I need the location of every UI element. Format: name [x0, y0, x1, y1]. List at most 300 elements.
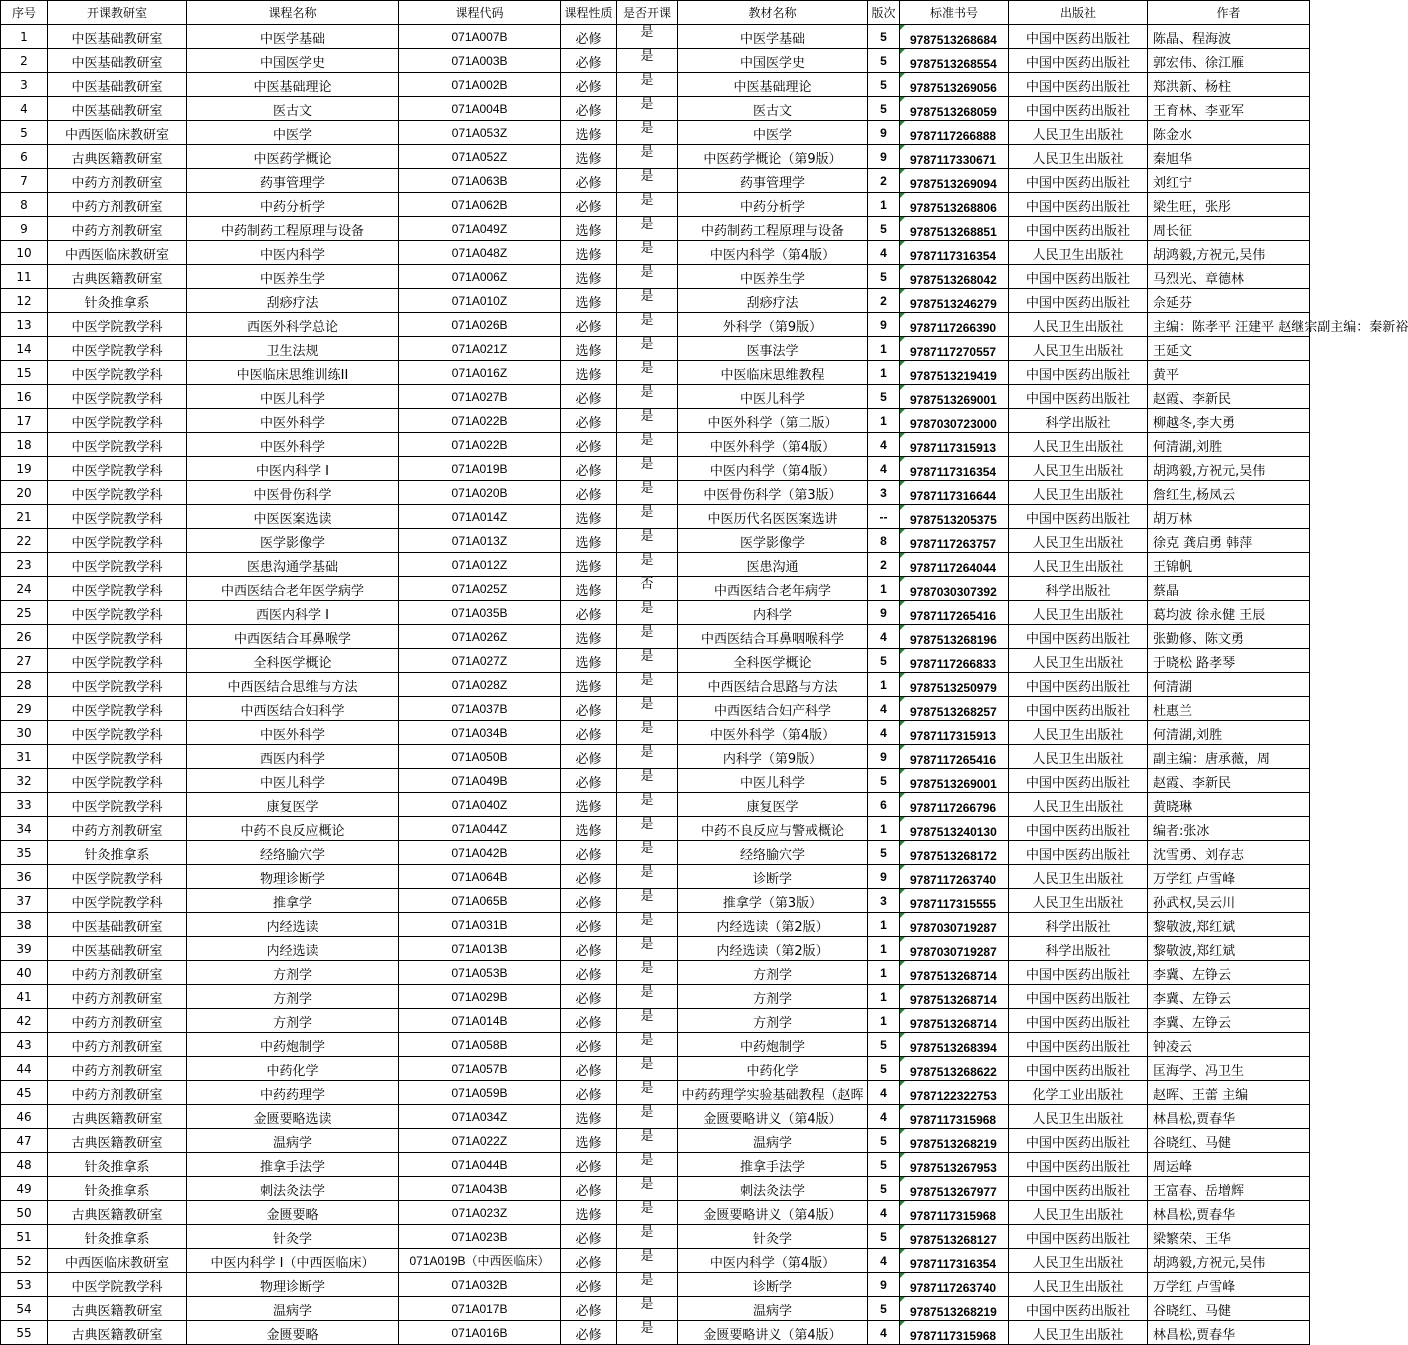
offered-cell[interactable]: 是: [617, 97, 678, 121]
textbook-name-cell[interactable]: 中医内科学（第4版）: [678, 241, 868, 265]
course-name-cell[interactable]: 金匮要略选读: [187, 1105, 399, 1129]
offered-cell[interactable]: 是: [617, 625, 678, 649]
course-code-cell[interactable]: 071A016Z: [399, 361, 561, 385]
isbn-cell[interactable]: 9787117266888: [900, 121, 1009, 145]
textbook-name-cell[interactable]: 中西医结合老年病学: [678, 577, 868, 601]
author-cell[interactable]: 胡鸿毅,方祝元,吴伟: [1148, 241, 1310, 265]
textbook-name-cell[interactable]: 温病学: [678, 1297, 868, 1321]
row-number-cell[interactable]: 12: [1, 289, 48, 313]
course-type-cell[interactable]: 选修: [561, 289, 617, 313]
course-code-cell[interactable]: 071A002B: [399, 73, 561, 97]
course-type-cell[interactable]: 必修: [561, 25, 617, 49]
offered-cell[interactable]: 否: [617, 577, 678, 601]
course-name-cell[interactable]: 金匮要略: [187, 1201, 399, 1225]
row-number-cell[interactable]: 34: [1, 817, 48, 841]
course-type-cell[interactable]: 选修: [561, 241, 617, 265]
author-cell[interactable]: 何清湖,刘胜: [1148, 433, 1310, 457]
department-cell[interactable]: 中医学院教学科: [48, 409, 187, 433]
publisher-cell[interactable]: 人民卫生出版社: [1009, 889, 1148, 913]
department-cell[interactable]: 针灸推拿系: [48, 1225, 187, 1249]
course-name-cell[interactable]: 中药不良反应概论: [187, 817, 399, 841]
textbook-name-cell[interactable]: 推拿学（第3版）: [678, 889, 868, 913]
author-cell[interactable]: 李冀、左铮云: [1148, 1009, 1310, 1033]
course-name-cell[interactable]: 内经选读: [187, 937, 399, 961]
edition-cell[interactable]: 3: [868, 889, 900, 913]
edition-cell[interactable]: 5: [868, 25, 900, 49]
isbn-cell[interactable]: 9787513269001: [900, 769, 1009, 793]
course-code-cell[interactable]: 071A057B: [399, 1057, 561, 1081]
course-name-cell[interactable]: 中药炮制学: [187, 1033, 399, 1057]
edition-cell[interactable]: 1: [868, 817, 900, 841]
textbook-name-cell[interactable]: 药事管理学: [678, 169, 868, 193]
edition-cell[interactable]: 4: [868, 1321, 900, 1345]
row-number-cell[interactable]: 2: [1, 49, 48, 73]
course-type-cell[interactable]: 必修: [561, 97, 617, 121]
isbn-cell[interactable]: 9787513268172: [900, 841, 1009, 865]
publisher-cell[interactable]: 中国中医药出版社: [1009, 49, 1148, 73]
isbn-cell[interactable]: 9787513269056: [900, 73, 1009, 97]
publisher-cell[interactable]: 人民卫生出版社: [1009, 1273, 1148, 1297]
course-name-cell[interactable]: 中医养生学: [187, 265, 399, 289]
textbook-name-cell[interactable]: 刮痧疗法: [678, 289, 868, 313]
row-number-cell[interactable]: 31: [1, 745, 48, 769]
course-type-cell[interactable]: 必修: [561, 745, 617, 769]
isbn-cell[interactable]: 9787117315968: [900, 1105, 1009, 1129]
row-number-cell[interactable]: 39: [1, 937, 48, 961]
course-name-cell[interactable]: 方剂学: [187, 1009, 399, 1033]
isbn-cell[interactable]: 9787513205375: [900, 505, 1009, 529]
edition-cell[interactable]: 5: [868, 1177, 900, 1201]
course-name-cell[interactable]: 中药分析学: [187, 193, 399, 217]
isbn-cell[interactable]: 9787513268257: [900, 697, 1009, 721]
row-number-cell[interactable]: 48: [1, 1153, 48, 1177]
publisher-cell[interactable]: 中国中医药出版社: [1009, 625, 1148, 649]
edition-cell[interactable]: 9: [868, 865, 900, 889]
offered-cell[interactable]: 是: [617, 385, 678, 409]
publisher-cell[interactable]: 中国中医药出版社: [1009, 1153, 1148, 1177]
course-code-cell[interactable]: 071A016B: [399, 1321, 561, 1345]
row-number-cell[interactable]: 6: [1, 145, 48, 169]
course-type-cell[interactable]: 必修: [561, 1009, 617, 1033]
edition-cell[interactable]: 4: [868, 721, 900, 745]
textbook-name-cell[interactable]: 中医儿科学: [678, 385, 868, 409]
offered-cell[interactable]: 是: [617, 529, 678, 553]
publisher-cell[interactable]: 中国中医药出版社: [1009, 961, 1148, 985]
isbn-cell[interactable]: 9787117266390: [900, 313, 1009, 337]
author-cell[interactable]: 陈金水: [1148, 121, 1310, 145]
row-number-cell[interactable]: 38: [1, 913, 48, 937]
textbook-name-cell[interactable]: 中国医学史: [678, 49, 868, 73]
row-number-cell[interactable]: 45: [1, 1081, 48, 1105]
publisher-cell[interactable]: 人民卫生出版社: [1009, 1201, 1148, 1225]
author-cell[interactable]: 何清湖,刘胜: [1148, 721, 1310, 745]
course-name-cell[interactable]: 全科医学概论: [187, 649, 399, 673]
offered-cell[interactable]: 是: [617, 433, 678, 457]
isbn-cell[interactable]: 9787513268059: [900, 97, 1009, 121]
course-name-cell[interactable]: 中医儿科学: [187, 385, 399, 409]
course-type-cell[interactable]: 必修: [561, 1057, 617, 1081]
author-cell[interactable]: 王富春、岳增辉: [1148, 1177, 1310, 1201]
course-code-cell[interactable]: 071A022B: [399, 433, 561, 457]
offered-cell[interactable]: 是: [617, 817, 678, 841]
publisher-cell[interactable]: 人民卫生出版社: [1009, 1321, 1148, 1345]
offered-cell[interactable]: 是: [617, 673, 678, 697]
course-code-cell[interactable]: 071A013Z: [399, 529, 561, 553]
department-cell[interactable]: 中医基础教研室: [48, 49, 187, 73]
course-name-cell[interactable]: 中医基础理论: [187, 73, 399, 97]
edition-cell[interactable]: 5: [868, 385, 900, 409]
department-cell[interactable]: 中医学院教学科: [48, 505, 187, 529]
department-cell[interactable]: 古典医籍教研室: [48, 1201, 187, 1225]
isbn-cell[interactable]: 9787122322753: [900, 1081, 1009, 1105]
header-cell[interactable]: 标准书号: [900, 1, 1009, 25]
course-name-cell[interactable]: 西医内科学: [187, 745, 399, 769]
offered-cell[interactable]: 是: [617, 409, 678, 433]
row-number-cell[interactable]: 36: [1, 865, 48, 889]
textbook-name-cell[interactable]: 中医基础理论: [678, 73, 868, 97]
course-code-cell[interactable]: 071A048Z: [399, 241, 561, 265]
isbn-cell[interactable]: 9787117265416: [900, 745, 1009, 769]
header-cell[interactable]: 版次: [868, 1, 900, 25]
course-type-cell[interactable]: 必修: [561, 841, 617, 865]
row-number-cell[interactable]: 21: [1, 505, 48, 529]
isbn-cell[interactable]: 9787117270557: [900, 337, 1009, 361]
row-number-cell[interactable]: 19: [1, 457, 48, 481]
row-number-cell[interactable]: 43: [1, 1033, 48, 1057]
course-name-cell[interactable]: 方剂学: [187, 961, 399, 985]
course-name-cell[interactable]: 中西医结合思维与方法: [187, 673, 399, 697]
course-code-cell[interactable]: 071A032B: [399, 1273, 561, 1297]
author-cell[interactable]: 张勤修、陈文勇: [1148, 625, 1310, 649]
isbn-cell[interactable]: 9787117330671: [900, 145, 1009, 169]
author-cell[interactable]: 杜惠兰: [1148, 697, 1310, 721]
course-code-cell[interactable]: 071A029B: [399, 985, 561, 1009]
textbook-name-cell[interactable]: 中医外科学（第4版）: [678, 433, 868, 457]
isbn-cell[interactable]: 9787117266833: [900, 649, 1009, 673]
course-type-cell[interactable]: 必修: [561, 409, 617, 433]
publisher-cell[interactable]: 中国中医药出版社: [1009, 505, 1148, 529]
department-cell[interactable]: 中医学院教学科: [48, 529, 187, 553]
course-code-cell[interactable]: 071A049Z: [399, 217, 561, 241]
course-name-cell[interactable]: 中医学: [187, 121, 399, 145]
textbook-name-cell[interactable]: 中药化学: [678, 1057, 868, 1081]
author-cell[interactable]: 王延文: [1148, 337, 1310, 361]
textbook-name-cell[interactable]: 中医历代名医医案选讲: [678, 505, 868, 529]
course-type-cell[interactable]: 必修: [561, 481, 617, 505]
publisher-cell[interactable]: 人民卫生出版社: [1009, 481, 1148, 505]
author-cell[interactable]: 副主编：唐承薇，周: [1148, 745, 1310, 769]
row-number-cell[interactable]: 3: [1, 73, 48, 97]
publisher-cell[interactable]: 中国中医药出版社: [1009, 289, 1148, 313]
course-code-cell[interactable]: 071A003B: [399, 49, 561, 73]
row-number-cell[interactable]: 1: [1, 25, 48, 49]
header-cell[interactable]: 课程名称: [187, 1, 399, 25]
edition-cell[interactable]: 5: [868, 49, 900, 73]
author-cell[interactable]: 徐克 龚启勇 韩萍: [1148, 529, 1310, 553]
offered-cell[interactable]: 是: [617, 49, 678, 73]
edition-cell[interactable]: 2: [868, 169, 900, 193]
offered-cell[interactable]: 是: [617, 1321, 678, 1345]
department-cell[interactable]: 古典医籍教研室: [48, 1105, 187, 1129]
edition-cell[interactable]: 5: [868, 73, 900, 97]
publisher-cell[interactable]: 人民卫生出版社: [1009, 457, 1148, 481]
course-type-cell[interactable]: 必修: [561, 985, 617, 1009]
department-cell[interactable]: 中西医临床教研室: [48, 121, 187, 145]
publisher-cell[interactable]: 中国中医药出版社: [1009, 193, 1148, 217]
offered-cell[interactable]: 是: [617, 457, 678, 481]
author-cell[interactable]: 赵霞、李新民: [1148, 769, 1310, 793]
isbn-cell[interactable]: 9787117315913: [900, 721, 1009, 745]
isbn-cell[interactable]: 9787513268127: [900, 1225, 1009, 1249]
course-type-cell[interactable]: 选修: [561, 553, 617, 577]
course-type-cell[interactable]: 选修: [561, 265, 617, 289]
edition-cell[interactable]: 5: [868, 649, 900, 673]
isbn-cell[interactable]: 9787513269094: [900, 169, 1009, 193]
edition-cell[interactable]: 4: [868, 433, 900, 457]
author-cell[interactable]: 何清湖: [1148, 673, 1310, 697]
department-cell[interactable]: 古典医籍教研室: [48, 1297, 187, 1321]
edition-cell[interactable]: 4: [868, 1105, 900, 1129]
course-code-cell[interactable]: 071A058B: [399, 1033, 561, 1057]
publisher-cell[interactable]: 人民卫生出版社: [1009, 601, 1148, 625]
author-cell[interactable]: 胡鸿毅,方祝元,吴伟: [1148, 1249, 1310, 1273]
row-number-cell[interactable]: 54: [1, 1297, 48, 1321]
isbn-cell[interactable]: 9787030307392: [900, 577, 1009, 601]
course-code-cell[interactable]: 071A021Z: [399, 337, 561, 361]
publisher-cell[interactable]: 人民卫生出版社: [1009, 1249, 1148, 1273]
course-name-cell[interactable]: 物理诊断学: [187, 1273, 399, 1297]
department-cell[interactable]: 古典医籍教研室: [48, 1321, 187, 1345]
department-cell[interactable]: 中药方剂教研室: [48, 817, 187, 841]
offered-cell[interactable]: 是: [617, 697, 678, 721]
course-type-cell[interactable]: 必修: [561, 961, 617, 985]
course-type-cell[interactable]: 必修: [561, 1273, 617, 1297]
row-number-cell[interactable]: 52: [1, 1249, 48, 1273]
isbn-cell[interactable]: 9787513268622: [900, 1057, 1009, 1081]
edition-cell[interactable]: 5: [868, 841, 900, 865]
textbook-name-cell[interactable]: 中西医结合耳鼻咽喉科学: [678, 625, 868, 649]
author-cell[interactable]: 钟凌云: [1148, 1033, 1310, 1057]
offered-cell[interactable]: 是: [617, 865, 678, 889]
row-number-cell[interactable]: 32: [1, 769, 48, 793]
textbook-name-cell[interactable]: 经络腧穴学: [678, 841, 868, 865]
offered-cell[interactable]: 是: [617, 481, 678, 505]
textbook-name-cell[interactable]: 中医外科学（第二版）: [678, 409, 868, 433]
course-code-cell[interactable]: 071A044B: [399, 1153, 561, 1177]
course-code-cell[interactable]: 071A053B: [399, 961, 561, 985]
textbook-name-cell[interactable]: 内科学: [678, 601, 868, 625]
offered-cell[interactable]: 是: [617, 1129, 678, 1153]
course-type-cell[interactable]: 选修: [561, 817, 617, 841]
isbn-cell[interactable]: 9787030719287: [900, 937, 1009, 961]
author-cell[interactable]: 李冀、左铮云: [1148, 961, 1310, 985]
textbook-name-cell[interactable]: 医事法学: [678, 337, 868, 361]
offered-cell[interactable]: 是: [617, 169, 678, 193]
course-name-cell[interactable]: 推拿手法学: [187, 1153, 399, 1177]
course-code-cell[interactable]: 071A027B: [399, 385, 561, 409]
course-type-cell[interactable]: 选修: [561, 1129, 617, 1153]
course-code-cell[interactable]: 071A059B: [399, 1081, 561, 1105]
header-cell[interactable]: 课程代码: [399, 1, 561, 25]
publisher-cell[interactable]: 中国中医药出版社: [1009, 697, 1148, 721]
course-type-cell[interactable]: 必修: [561, 169, 617, 193]
edition-cell[interactable]: 4: [868, 1201, 900, 1225]
edition-cell[interactable]: 1: [868, 913, 900, 937]
textbook-name-cell[interactable]: 针灸学: [678, 1225, 868, 1249]
course-name-cell[interactable]: 中西医结合老年医学病学: [187, 577, 399, 601]
edition-cell[interactable]: 1: [868, 337, 900, 361]
publisher-cell[interactable]: 化学工业出版社: [1009, 1081, 1148, 1105]
publisher-cell[interactable]: 中国中医药出版社: [1009, 817, 1148, 841]
department-cell[interactable]: 中医学院教学科: [48, 385, 187, 409]
publisher-cell[interactable]: 人民卫生出版社: [1009, 241, 1148, 265]
department-cell[interactable]: 中药方剂教研室: [48, 1057, 187, 1081]
edition-cell[interactable]: 1: [868, 961, 900, 985]
row-number-cell[interactable]: 33: [1, 793, 48, 817]
textbook-name-cell[interactable]: 内经选读（第2版）: [678, 937, 868, 961]
textbook-name-cell[interactable]: 方剂学: [678, 961, 868, 985]
department-cell[interactable]: 中西医临床教研室: [48, 241, 187, 265]
isbn-cell[interactable]: 9787117315968: [900, 1201, 1009, 1225]
author-cell[interactable]: 梁繁荣、王华: [1148, 1225, 1310, 1249]
publisher-cell[interactable]: 人民卫生出版社: [1009, 313, 1148, 337]
course-name-cell[interactable]: 中医内科学: [187, 241, 399, 265]
author-cell[interactable]: 佘延芬: [1148, 289, 1310, 313]
course-name-cell[interactable]: 卫生法规: [187, 337, 399, 361]
author-cell[interactable]: 王育林、李亚军: [1148, 97, 1310, 121]
course-code-cell[interactable]: 071A006Z: [399, 265, 561, 289]
edition-cell[interactable]: 9: [868, 145, 900, 169]
isbn-cell[interactable]: 9787513268714: [900, 1009, 1009, 1033]
publisher-cell[interactable]: 中国中医药出版社: [1009, 841, 1148, 865]
author-cell[interactable]: 王锦帆: [1148, 553, 1310, 577]
course-type-cell[interactable]: 选修: [561, 505, 617, 529]
course-code-cell[interactable]: 071A022Z: [399, 1129, 561, 1153]
course-name-cell[interactable]: 中医骨伤科学: [187, 481, 399, 505]
isbn-cell[interactable]: 9787117316354: [900, 241, 1009, 265]
course-code-cell[interactable]: 071A050B: [399, 745, 561, 769]
department-cell[interactable]: 古典医籍教研室: [48, 145, 187, 169]
course-name-cell[interactable]: 中医外科学: [187, 433, 399, 457]
row-number-cell[interactable]: 53: [1, 1273, 48, 1297]
course-type-cell[interactable]: 选修: [561, 673, 617, 697]
offered-cell[interactable]: 是: [617, 1249, 678, 1273]
publisher-cell[interactable]: 中国中医药出版社: [1009, 1129, 1148, 1153]
course-code-cell[interactable]: 071A007B: [399, 25, 561, 49]
offered-cell[interactable]: 是: [617, 241, 678, 265]
course-type-cell[interactable]: 必修: [561, 865, 617, 889]
offered-cell[interactable]: 是: [617, 505, 678, 529]
edition-cell[interactable]: 9: [868, 121, 900, 145]
edition-cell[interactable]: 4: [868, 1081, 900, 1105]
course-code-cell[interactable]: 071A012Z: [399, 553, 561, 577]
department-cell[interactable]: 中医学院教学科: [48, 889, 187, 913]
course-code-cell[interactable]: 071A026B: [399, 313, 561, 337]
course-type-cell[interactable]: 必修: [561, 769, 617, 793]
course-name-cell[interactable]: 中医外科学: [187, 721, 399, 745]
publisher-cell[interactable]: 中国中医药出版社: [1009, 385, 1148, 409]
course-type-cell[interactable]: 必修: [561, 385, 617, 409]
author-cell[interactable]: 刘红宁: [1148, 169, 1310, 193]
isbn-cell[interactable]: 9787513268806: [900, 193, 1009, 217]
row-number-cell[interactable]: 5: [1, 121, 48, 145]
course-code-cell[interactable]: 071A019B（中西医临床）: [399, 1249, 561, 1273]
row-number-cell[interactable]: 7: [1, 169, 48, 193]
isbn-cell[interactable]: 9787030723000: [900, 409, 1009, 433]
course-name-cell[interactable]: 中医医案选读: [187, 505, 399, 529]
row-number-cell[interactable]: 55: [1, 1321, 48, 1345]
isbn-cell[interactable]: 9787513268219: [900, 1129, 1009, 1153]
course-name-cell[interactable]: 中医药学概论: [187, 145, 399, 169]
author-cell[interactable]: 林昌松,贾春华: [1148, 1321, 1310, 1345]
row-number-cell[interactable]: 24: [1, 577, 48, 601]
isbn-cell[interactable]: 9787117316354: [900, 457, 1009, 481]
offered-cell[interactable]: 是: [617, 793, 678, 817]
offered-cell[interactable]: 是: [617, 73, 678, 97]
row-number-cell[interactable]: 42: [1, 1009, 48, 1033]
row-number-cell[interactable]: 40: [1, 961, 48, 985]
edition-cell[interactable]: 1: [868, 1009, 900, 1033]
offered-cell[interactable]: 是: [617, 1057, 678, 1081]
author-cell[interactable]: 詹红生,杨凤云: [1148, 481, 1310, 505]
course-code-cell[interactable]: 071A052Z: [399, 145, 561, 169]
author-cell[interactable]: 林昌松,贾春华: [1148, 1105, 1310, 1129]
author-cell[interactable]: 赵霞、李新民: [1148, 385, 1310, 409]
edition-cell[interactable]: 5: [868, 1297, 900, 1321]
author-cell[interactable]: 黎敬波,郑红斌: [1148, 913, 1310, 937]
row-number-cell[interactable]: 20: [1, 481, 48, 505]
author-cell[interactable]: 梁生旺，张彤: [1148, 193, 1310, 217]
publisher-cell[interactable]: 中国中医药出版社: [1009, 985, 1148, 1009]
course-type-cell[interactable]: 必修: [561, 1249, 617, 1273]
course-type-cell[interactable]: 必修: [561, 49, 617, 73]
course-code-cell[interactable]: 071A034B: [399, 721, 561, 745]
textbook-name-cell[interactable]: 医古文: [678, 97, 868, 121]
edition-cell[interactable]: 9: [868, 745, 900, 769]
row-number-cell[interactable]: 16: [1, 385, 48, 409]
publisher-cell[interactable]: 科学出版社: [1009, 937, 1148, 961]
course-type-cell[interactable]: 选修: [561, 529, 617, 553]
publisher-cell[interactable]: 中国中医药出版社: [1009, 1225, 1148, 1249]
publisher-cell[interactable]: 中国中医药出版社: [1009, 217, 1148, 241]
publisher-cell[interactable]: 中国中医药出版社: [1009, 1177, 1148, 1201]
author-cell[interactable]: 林昌松,贾春华: [1148, 1201, 1310, 1225]
department-cell[interactable]: 中医学院教学科: [48, 361, 187, 385]
edition-cell[interactable]: 4: [868, 1249, 900, 1273]
textbook-name-cell[interactable]: 中西医结合妇产科学: [678, 697, 868, 721]
author-cell[interactable]: 孙武权,吴云川: [1148, 889, 1310, 913]
course-code-cell[interactable]: 071A023B: [399, 1225, 561, 1249]
department-cell[interactable]: 中医学院教学科: [48, 769, 187, 793]
course-code-cell[interactable]: 071A063B: [399, 169, 561, 193]
course-type-cell[interactable]: 必修: [561, 1321, 617, 1345]
course-code-cell[interactable]: 071A044Z: [399, 817, 561, 841]
department-cell[interactable]: 中医基础教研室: [48, 937, 187, 961]
row-number-cell[interactable]: 47: [1, 1129, 48, 1153]
author-cell[interactable]: 谷晓红、马健: [1148, 1129, 1310, 1153]
header-cell[interactable]: 课程性质: [561, 1, 617, 25]
course-name-cell[interactable]: 经络腧穴学: [187, 841, 399, 865]
textbook-name-cell[interactable]: 诊断学: [678, 865, 868, 889]
course-code-cell[interactable]: 071A062B: [399, 193, 561, 217]
row-number-cell[interactable]: 11: [1, 265, 48, 289]
department-cell[interactable]: 针灸推拿系: [48, 841, 187, 865]
edition-cell[interactable]: --: [868, 505, 900, 529]
author-cell[interactable]: 秦旭华: [1148, 145, 1310, 169]
course-name-cell[interactable]: 针灸学: [187, 1225, 399, 1249]
course-type-cell[interactable]: 必修: [561, 313, 617, 337]
offered-cell[interactable]: 是: [617, 1273, 678, 1297]
